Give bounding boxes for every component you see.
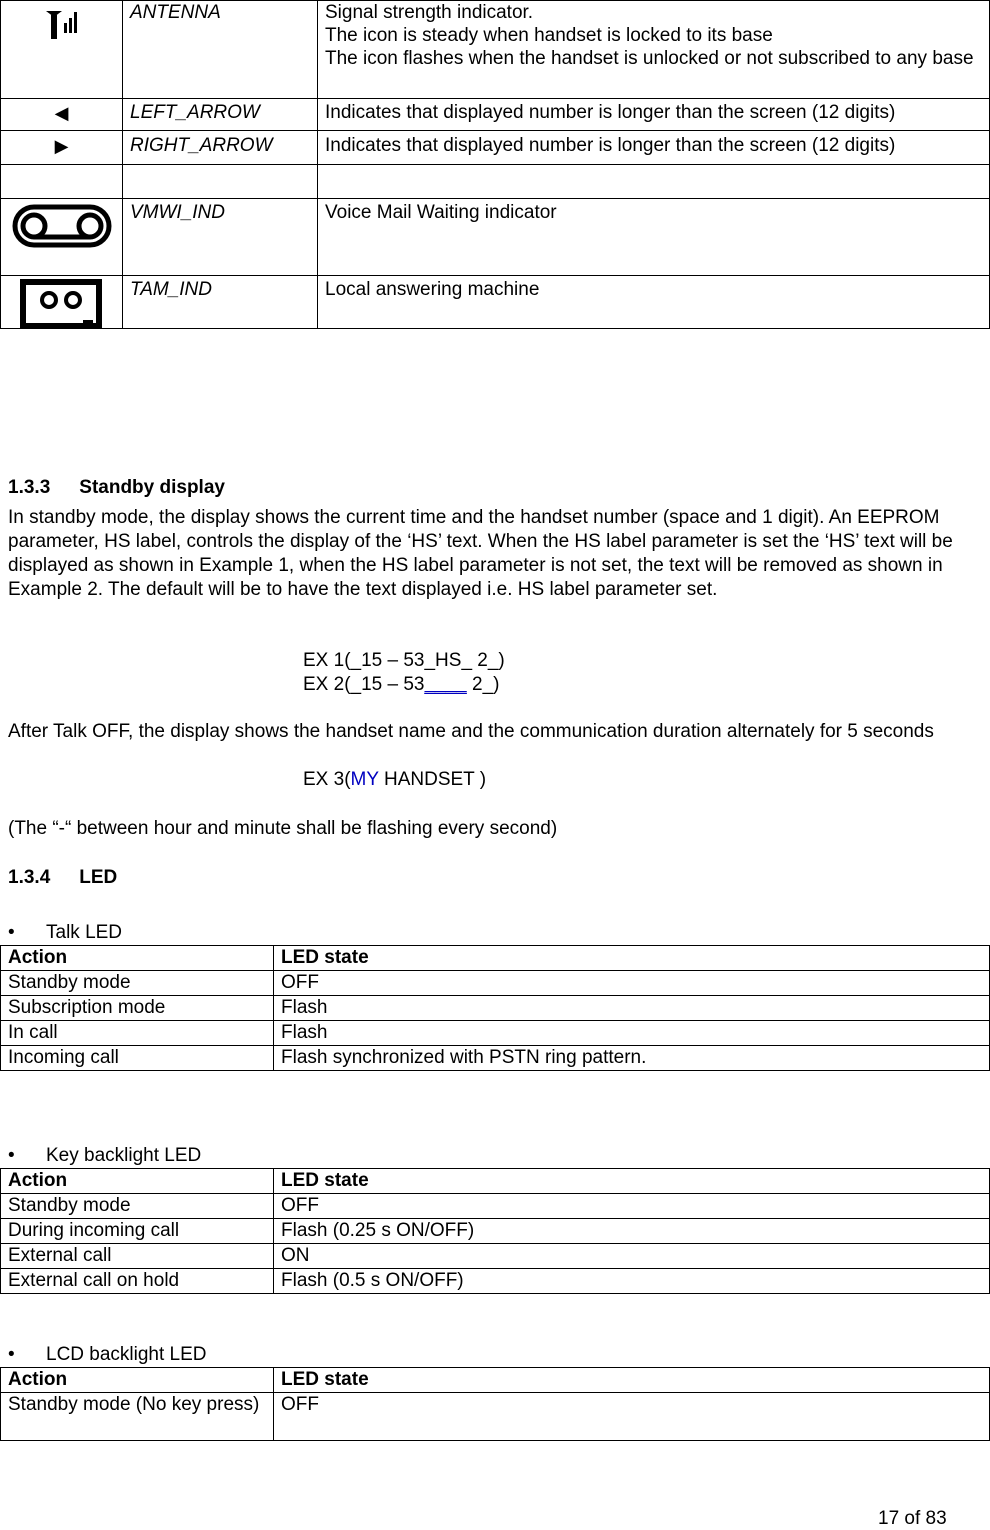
icon-cell — [1, 199, 123, 276]
table-row — [1, 1194, 990, 1219]
icon-description: Local answering machine — [318, 276, 990, 329]
table-row — [1, 165, 990, 199]
table-cell: External call — [1, 1244, 274, 1269]
icon-definition-table — [0, 0, 990, 329]
section-number: 1.3.4 — [8, 867, 51, 888]
table-header-row — [1, 1368, 990, 1393]
table-cell: OFF — [274, 971, 990, 996]
header-cell: Action — [1, 1169, 274, 1194]
header-cell: LED state — [274, 1169, 990, 1194]
table-cell: Subscription mode — [1, 996, 274, 1021]
table-header-row — [1, 946, 990, 971]
talk-led-table — [0, 945, 990, 1071]
example-2-blank: ____ — [424, 674, 467, 695]
example-1: EX 1(_15 – 53_HS_ 2_) — [303, 650, 505, 671]
table-cell: Flash — [274, 1021, 990, 1046]
table-cell: OFF — [274, 1393, 990, 1441]
desc-line: The icon is steady when handset is locked to its base — [325, 25, 773, 46]
bullet-lcd-backlight-led — [8, 1343, 207, 1366]
icon-name: ANTENNA — [123, 1, 318, 99]
example-2-prefix: EX 2(_15 – 53 — [303, 674, 425, 695]
icon-name: TAM_IND — [123, 276, 318, 329]
empty-cell — [1, 165, 123, 199]
section-title: LED — [79, 867, 118, 888]
table-row — [1, 1021, 990, 1046]
tape-icon — [19, 276, 105, 328]
icon-cell — [1, 1, 123, 99]
table-row — [1, 1046, 990, 1071]
icon-description — [318, 1, 990, 99]
header-cell: Action — [1, 1368, 274, 1393]
table-row — [1, 996, 990, 1021]
desc-line: The icon flashes when the handset is unlocked or not subscribed to any base — [325, 48, 974, 69]
right-arrow-icon: ▶ — [1, 131, 123, 165]
table-cell: Flash (0.5 s ON/OFF) — [274, 1269, 990, 1294]
flashing-note: (The “-“ between hour and minute shall be flashing every second) — [8, 818, 558, 839]
icon-description: Voice Mail Waiting indicator — [318, 199, 990, 276]
icon-name: VMWI_IND — [123, 199, 318, 276]
table-cell: Standby mode — [1, 1194, 274, 1219]
icon-name: RIGHT_ARROW — [123, 131, 318, 165]
table-row — [1, 1, 990, 99]
bullet-icon: • — [8, 1344, 15, 1365]
bullet-talk-led — [8, 921, 122, 944]
table-cell: External call on hold — [1, 1269, 274, 1294]
key-backlight-led-table — [0, 1168, 990, 1294]
example-2 — [303, 673, 500, 696]
example-3-suffix: HANDSET ) — [378, 769, 487, 790]
header-cell: LED state — [274, 946, 990, 971]
table-row — [1, 199, 990, 276]
table-cell: During incoming call — [1, 1219, 274, 1244]
bullet-key-backlight-led — [8, 1144, 201, 1167]
table-row — [1, 131, 990, 165]
standby-paragraph: In standby mode, the display shows the current time and the handset number (space and 1 digit). An EEPROM parameter, HS label, controls the display of the ‘HS’ text. When the HS label parameter is set the ‘HS’ text will be displayed as shown in Example 1, when the HS label parameter is not set, the text will be removed as shown in Example 2. The default will be to have the text displayed i.e. HS label parameter set. — [8, 507, 953, 600]
table-cell: Standby mode (No key press) — [1, 1393, 274, 1441]
bullet-label: LCD backlight LED — [46, 1344, 207, 1365]
example-3-prefix: EX 3( — [303, 769, 351, 790]
left-arrow-icon: ◀ — [1, 99, 123, 131]
bullet-label: Key backlight LED — [46, 1145, 202, 1166]
header-cell: LED state — [274, 1368, 990, 1393]
table-cell: Incoming call — [1, 1046, 274, 1071]
example-2-suffix: 2_) — [466, 674, 500, 695]
table-header-row — [1, 1169, 990, 1194]
section-number: 1.3.3 — [8, 477, 51, 498]
example-3-my: MY — [350, 769, 379, 790]
table-row — [1, 1244, 990, 1269]
section-heading-1-3-3 — [8, 476, 225, 499]
table-row — [1, 1219, 990, 1244]
section-title: Standby display — [79, 477, 225, 498]
bullet-icon: • — [8, 1145, 15, 1166]
table-cell: Flash synchronized with PSTN ring pattern. — [274, 1046, 990, 1071]
table-cell: Flash — [274, 996, 990, 1021]
table-cell: ON — [274, 1244, 990, 1269]
antenna-icon — [42, 3, 82, 45]
page-number: 17 of 83 — [878, 1508, 947, 1529]
empty-cell — [123, 165, 318, 199]
icon-description: Indicates that displayed number is longer than the screen (12 digits) — [318, 99, 990, 131]
desc-line: Signal strength indicator. — [325, 2, 534, 23]
table-row — [1, 1269, 990, 1294]
table-row — [1, 276, 990, 329]
voicemail-icon — [12, 203, 112, 249]
table-row — [1, 971, 990, 996]
example-3 — [303, 768, 486, 791]
table-cell: OFF — [274, 1194, 990, 1219]
table-cell: Flash (0.25 s ON/OFF) — [274, 1219, 990, 1244]
section-heading-1-3-4 — [8, 866, 117, 889]
after-talk-paragraph: After Talk OFF, the display shows the handset name and the communication duration alternately for 5 seconds — [8, 721, 934, 742]
bullet-icon: • — [8, 922, 15, 943]
table-row — [1, 1393, 990, 1441]
table-row — [1, 99, 990, 131]
bullet-label: Talk LED — [46, 922, 123, 943]
table-cell: Standby mode — [1, 971, 274, 996]
icon-description: Indicates that displayed number is longer than the screen (12 digits) — [318, 131, 990, 165]
header-cell: Action — [1, 946, 274, 971]
table-cell: In call — [1, 1021, 274, 1046]
lcd-backlight-led-table — [0, 1367, 990, 1441]
empty-cell — [318, 165, 990, 199]
icon-name: LEFT_ARROW — [123, 99, 318, 131]
icon-cell — [1, 276, 123, 329]
